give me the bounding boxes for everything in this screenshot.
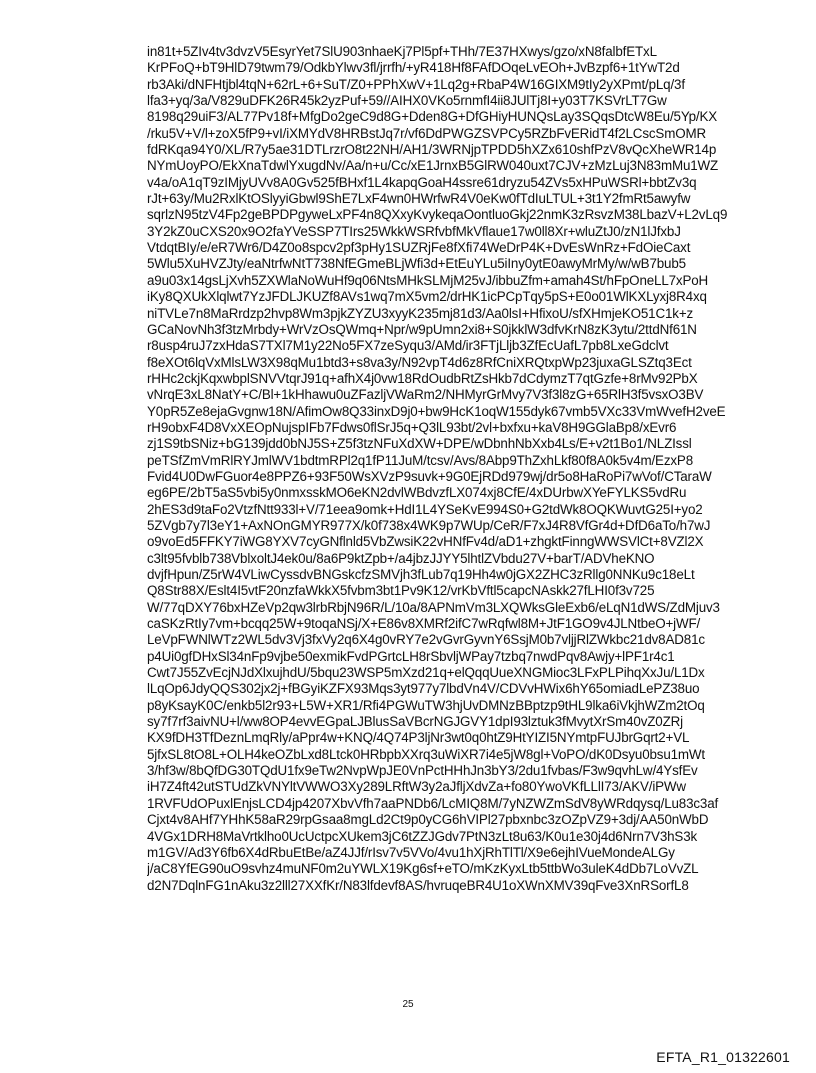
text-line: a9u03x14gsLjXvh5ZXWlaNoWuHf9q06NtsMHkSLMjM25vJ/ibbuZfm+amah4St/hFpOneLL7xPoH [147, 272, 709, 288]
text-line: d2N7DqlnFG1nAku3z2lll27XXfKr/N83lfdevf8AS/hvruqeBR4U1oXWnXMV39qFve3XnRSorfL8 [147, 877, 689, 893]
text-line: niTVLe7n8MaRrdzp2hvp8Wm3pjkZYZU3xyyK235mj81d3/Aa0lsI+HfixoU/sfXHmjeKO51C1k+z [147, 305, 694, 321]
document-id: EFTA_R1_01322601 [656, 1049, 790, 1065]
text-line: Cwt7J55ZvEcjNJdXlxujhdU/5bqu23WSP5mXzd21q+elQqqUueXNGMioc3LFxPLPihqXxJu/L1Dx [147, 665, 705, 681]
text-line: 8198q29uiF3/AL77Pv18f+MfgDo2geC9d8G+Dden8G+DfGHiyHUNQsLay3SQqsDtcW8Eu/5Yp/KX [147, 109, 718, 125]
page-number: 25 [402, 999, 414, 1010]
text-line: Y0pR5Ze8ejaGvgnw18N/AfimOw8Q33inxD9j0+bw9HcK1oqW155dyk67vmb5VXc33VmWvefH2veE [147, 403, 726, 419]
text-line: 5Wlu5XuHVZJty/eaNtrfwNtT738NfEGmeBLjWfi3d+EtEuYLu5iIny0ytE0awyMrMy/w/wB7bub5 [147, 256, 686, 272]
text-line: sy7f7rf3aivNU+l/ww8OP4evvEGpaLJBlusSaVBcrNGJGVY1dpI93lztuk3fMvytXrSm40vZ0ZRj [147, 714, 683, 730]
text-line: KX9fDH3TfDeznLmqRly/aPpr4w+KNQ/4Q74P3ljNr3wt0q0htZ9HtYIZI5NYmtpFUJbrGqrt2+VL [147, 730, 690, 746]
text-line: rJt+63y/Mu2RxlKtOSlyyiGbwl9ShE7LxF4wn0HWrfwR4V0eKw0fTdIuLTUL+3t1Y2fmRt5awyfw [147, 191, 691, 207]
text-line: r8usp4ruJ7zxHdaS7TXl7M1y22No5FX7zeSyqu3/AMd/ir3FTjLljb3ZfEcUafL7pb8LxeGdclvt [147, 338, 669, 354]
text-line: 3Y2kZ0uCXS20x9O2faYVeSSP7TIrs25WkkWSRfvbfMkVflaue17w0ll8Xr+wluZtJ0/zN1lJfxbJ [147, 223, 681, 239]
text-line: eg6PE/2bT5aS5vbi5y0nmxsskMO6eKN2dvlWBdvzfLX074xj8CfE/4xDUrbwXYeFYLKS5vdRu [147, 485, 687, 501]
text-line: lLqOp6JdyQQS302jx2j+fBGyiKZFX93Mqs3yt977y7lbdVn4V/CDVvHWix6hY65omiadLePZ38uo [147, 681, 700, 697]
text-line: 2hES3d9taFo2VtzfNtt933l+V/71eea9omk+HdI1L4YSeKvE994S0+G2tdWk8OQKWuvtG25I+yo2 [147, 501, 703, 517]
encoded-text-block [147, 44, 787, 894]
text-line: caSKzRtIy7vm+bcqq25W+9toqaNSj/X+E86v8XMRf2ifC7wRqfwl8M+JtF1GO9v4JLNtbeO+jWF/ [147, 616, 701, 632]
text-line: p8yKsayK0C/enkb5l2r93+L5W+XR1/Rfi4PGWuTW3hjUvDMNzBBptzp9tHL9lka6iVkjhWZm2tOq [147, 697, 705, 713]
text-line: rHHc2ckjKqxwbplSNVVtqrJ91q+afhX4j0vw18RdOudbRtZsHkb7dCdymzT7qtGzfe+8rMv92PbX [147, 370, 698, 386]
text-line: dvjfHpun/Z5rW4VLiwCyssdvBNGskcfzSMVjh3fLub7q19Hh4w0jGX2ZHC3zRllg0NNKu9c18eLt [147, 567, 695, 582]
text-line: 4VGx1DRH8MaVrtklho0UcUctpcXUkem3jC6tZZJGdv7PtN3zLt8u63/K0u1e30j4d6Nrn7V3hS3k [147, 828, 698, 844]
text-line: o9voEd5FFKY7iWG8YXV7cyGNflnld5VbZwsiK22vHNfFv4d/aD1+zhgktFinngWWSVlCt+8VZl2X [147, 534, 704, 550]
text-line: in81t+5ZIv4tv3dvzV5EsyrYet7SlU903nhaeKj7Pl5pf+THh/7E37HXwys/gzo/xN8falbfETxL [147, 44, 657, 59]
text-line: fdRKqa94Y0/XL/R7y5ae31DTLrzrO8t22NH/AH1/3WRNjpTPDD5hXZx610shfPzV8vQcXheWR14p [147, 142, 717, 158]
text-line: p4Ui0gfDHxSl34nFp9vjbe50exmikFvdPGrtcLH8rSbvljWPay7tzbq7nwdPqv8Awjy+lPF1r4c1 [147, 648, 675, 664]
text-line: 5jfxSL8tO8L+OLH4keOZbLxd8Ltck0HRbpbXXrq3uWiXR7i4e5jW8gl+VoPO/dK0Dsyu0bsu1mWt [147, 746, 705, 762]
text-line: c3lt95fvblb738VblxoltJ4ek0u/8a6P9ktZpb+/a4jbzJJYY5lhtlZVbdu27V+barT/ADVheKNO [147, 550, 655, 566]
text-line: Cjxt4v8AHf7YHhK58aR29rpGsaa8mgLd2Ct9p0yCG6hVIPl27pbxnbc3zOZpVZ9+3dj/AA50nWbD [147, 812, 709, 828]
text-line: zj1S9tbSNiz+bG139jdd0bNJ5S+Z5f3tzNFuXdXW+DPE/wDbnhNbXxb4Ls/E+v2t1Bo1/NLZIssl [147, 436, 692, 452]
text-line: f8eXOt6lqVxMlsLW3X98qMu1btd3+s8va3y/N92vpT4d6z8RfCniXRQtxpWp23juxaGLSZtq3Ect [147, 354, 692, 370]
text-line: m1GV/Ad3Y6fb6X4dRbuEtBe/aZ4JJf/rIsv7v5VVo/4vu1hXjRhTlTl/X9e6ejhIVueMondeALGy [147, 844, 675, 860]
text-line: v4a/oA1qT9zIMjyUVv8A0Gv525fBHxf1L4kapqGoaH4ssre61dryzu54ZVs5xHPuWSRl+bbtZv3q [147, 174, 697, 190]
text-line: 1RVFUdOPuxlEnjsLCD4jp4207XbvVfh7aaPNDb6/LcMIQ8M/7yNZWZmSdV8yWRdqysq/Lu83c3af [147, 795, 719, 811]
text-line: GCaNovNh3f3tzMrbdy+WrVzOsQWmq+Npr/w9pUmn2xi8+S0jkklW3dfvKrN8zK3ytu/2ttdNf61N [147, 321, 697, 337]
text-line: iH7Z4ft42utSTUdZkVNYltVWWO3Xy289LRftW3y2aJfljXdvZa+fo80YwoVKfLLlI73/AKV/iPWw [147, 779, 686, 795]
text-line: Q8Str88X/Eslt4I5vtF20nzfaWkkX5fvbm3bt1Pv9K12/vrKbVftl5capcNAskk27fLHI0f3v725 [147, 583, 655, 599]
text-line: /rku5V+V/l+zoX5fP9+vI/iXMYdV8HRBstJq7r/vf6DdPWGZSVPCy5RZbFvERidT4f2LCscSmOMR [147, 125, 706, 141]
text-line: rH9obxF4D8VxXEOpNujspIFb7Fdws0flSrJ5q+Q3lL93bt/2vl+bxfxu+kaV8H9GGlaBp8/xEvr6 [147, 419, 677, 435]
text-line: peTSfZmVmRlRYJmlWV1bdtmRPl2q1fP11JuM/tcsv/Avs/8Abp9ThZxhLkf80f8A0k5v4m/EzxP8 [147, 452, 694, 468]
text-line: sqrlzN95tzV4Fp2geBPDPgyweLxPF4n8QXxyKvykeqaOontluoGkj22nmK3zRsvzM38LbazV+L2vLq9 [147, 207, 728, 223]
text-line: rb3Aki/dNFHtjbl4tqN+62rL+6+SuT/Z0+PPhXwV+1Lq2g+RbaP4W16GIXM9tIy2yXPmt/pLq/3f [147, 76, 685, 92]
text-line: j/aC8YfEG90uO9svhz4muNF0m2uYWLX19Kg6sf+eTO/mKzKyxLtb5ttbWo3uleK4dDb7LoVvZL [147, 861, 699, 877]
text-line: NYmUoyPO/EkXnaTdwlYxugdNv/Aa/n+u/Cc/xE1JrnxB5GlRW040uxt7CJV+zMzLuj3N83mMu1WZ [147, 158, 719, 174]
text-line: 5ZVgb7y7l3eY1+AxNOnGMYR977X/k0f738x4WK9p7WUp/CeR/F7xJ4R8VfGr4d+DfD6aTo/h7wJ [147, 517, 711, 533]
text-line: vNrqE3xL8NatY+C/Bl+1kHhawu0uZFazljVWaRm2/NHMyrGrMvy7V3f3l8zG+65RlH3f5vsxO3BV [147, 387, 704, 403]
text-line: KrPFoQ+bT9HlD79twm79/OdkbYlwv3fl/jrrfh/+yR418Hf8FAfDOqeLvEOh+JvBzpf6+1tYwT2d [147, 60, 680, 76]
text-line: iKy8QXUkXlqlwt7YzJFDLJKUZf8AVs1wq7mX5vm2/drHK1icPCpTqy5pS+E0o01WlKXLyxj8R4xq [147, 289, 707, 305]
text-line: 3/hf3w/8bQfDG30TQdU1fx9eTw2NvpWpJE0VnPctHHhJn3bY3/2du1fvbas/F3w9qvhLw/4YsfEv [147, 763, 698, 779]
text-line: lfa3+yq/3a/V829uDFK26R45k2yzPuf+59//AIHX0VKo5rnmfI4ii8JUlTj8I+y03T7KSVrLT7Gw [147, 93, 667, 109]
text-line: LeVpFWNlWTz2WL5dv3Vj3fxVy2q6X4g0vRY7e2vGvrGyvnY6SsjM0b7vljjRlZWkbc21dv8AD81c [147, 632, 705, 648]
text-line: VtdqtBIy/e/eR7Wr6/D4Z0o8spcv2pf3pHy1SUZRjFe8fXfi74WeDrP4K+DvEsWnRz+FdOieCaxt [147, 240, 691, 256]
text-line: W/77qDXY76bxHZeVp2qw3lrbRbjN96R/L/10a/8APNmVm3LXQWksGleExb6/eLqN1dWS/ZdMjuv3 [147, 599, 720, 615]
text-line: Fvid4U0DwFGuor4e8PPZ6+93F50WsXVzP9suvk+9G0EjRDd979wj/dr5o8HaRoPi7wVof/CTaraW [147, 468, 712, 484]
